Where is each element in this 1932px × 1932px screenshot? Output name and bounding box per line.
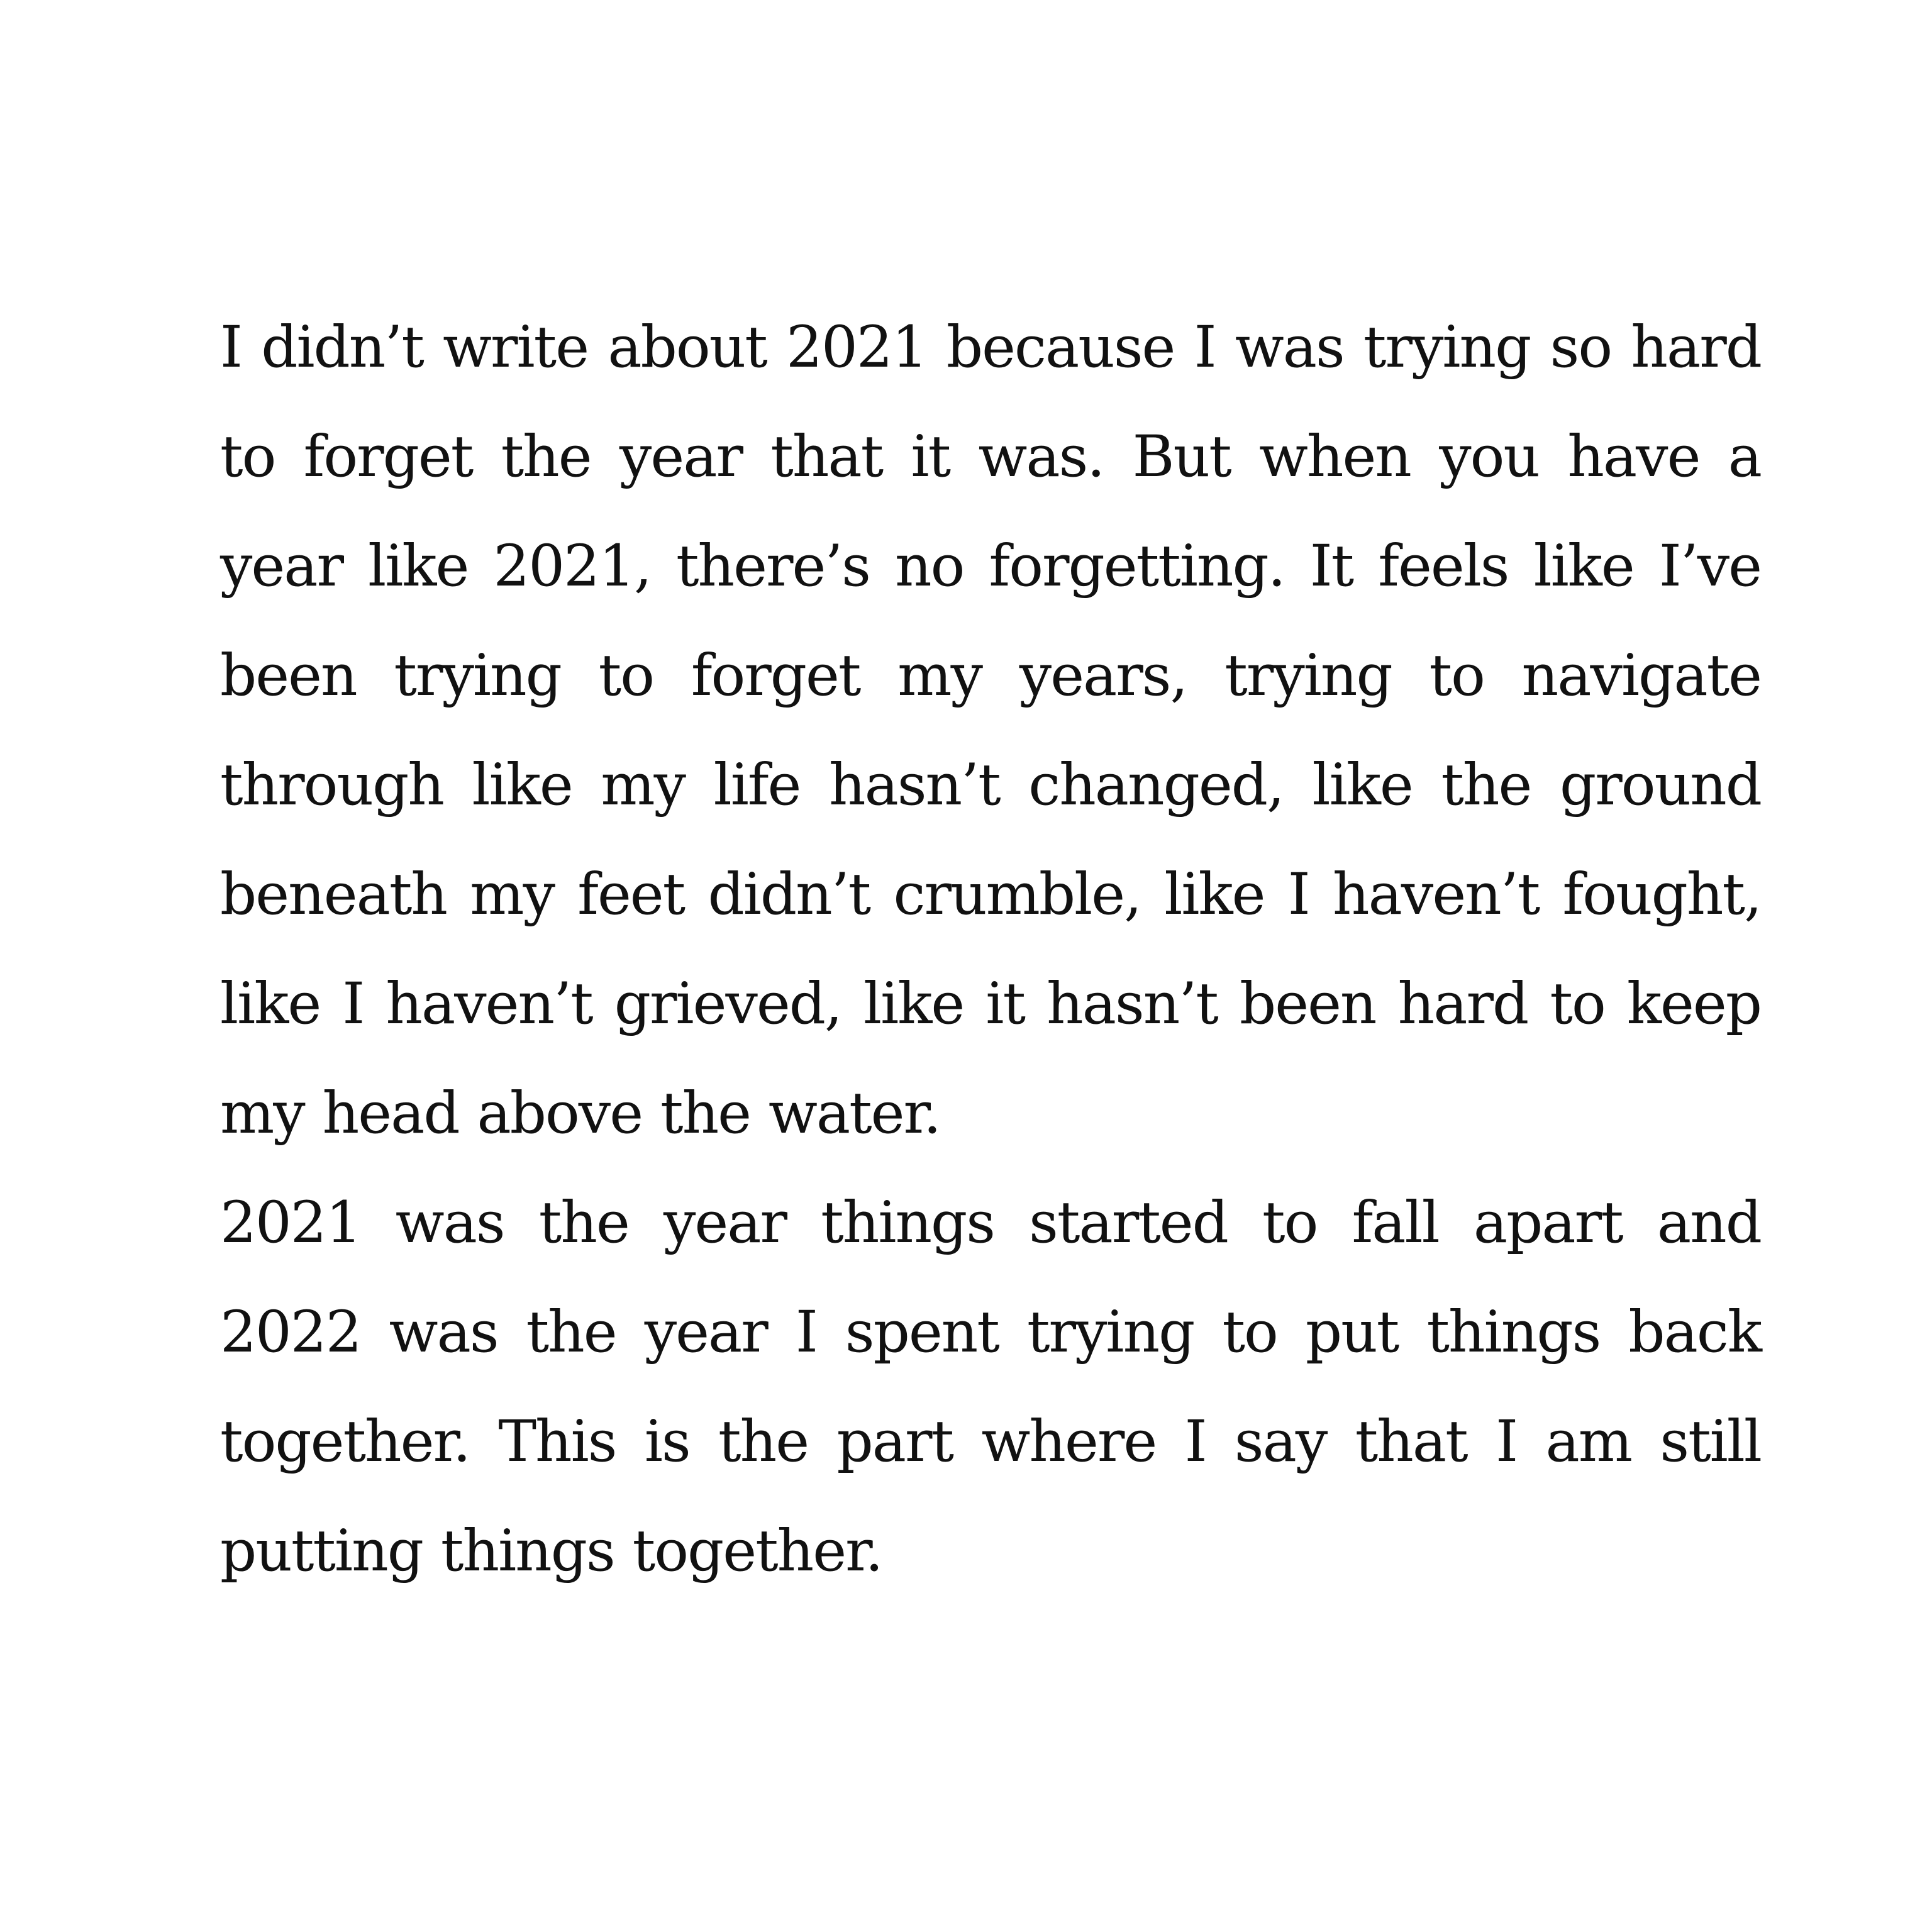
text-block: [220, 293, 1761, 1606]
paragraph-1: I didn’t write about 2021 because I was trying so hard to forget the year that it was. But when you have a year like 2021, there’s no forgetting. It feels like I’ve been trying to forget my years, trying to navigate through like my life hasn’t changed, like the ground beneath my feet didn’t crumble, like I haven’t fought, like I haven’t grieved, like it hasn’t been hard to keep my head above the water.: [220, 314, 1761, 1146]
paragraph-2: 2021 was the year things started to fall apart and 2022 was the year I spent trying to put things back together. This is the part where I say that I am still putting things together.: [220, 1190, 1761, 1584]
